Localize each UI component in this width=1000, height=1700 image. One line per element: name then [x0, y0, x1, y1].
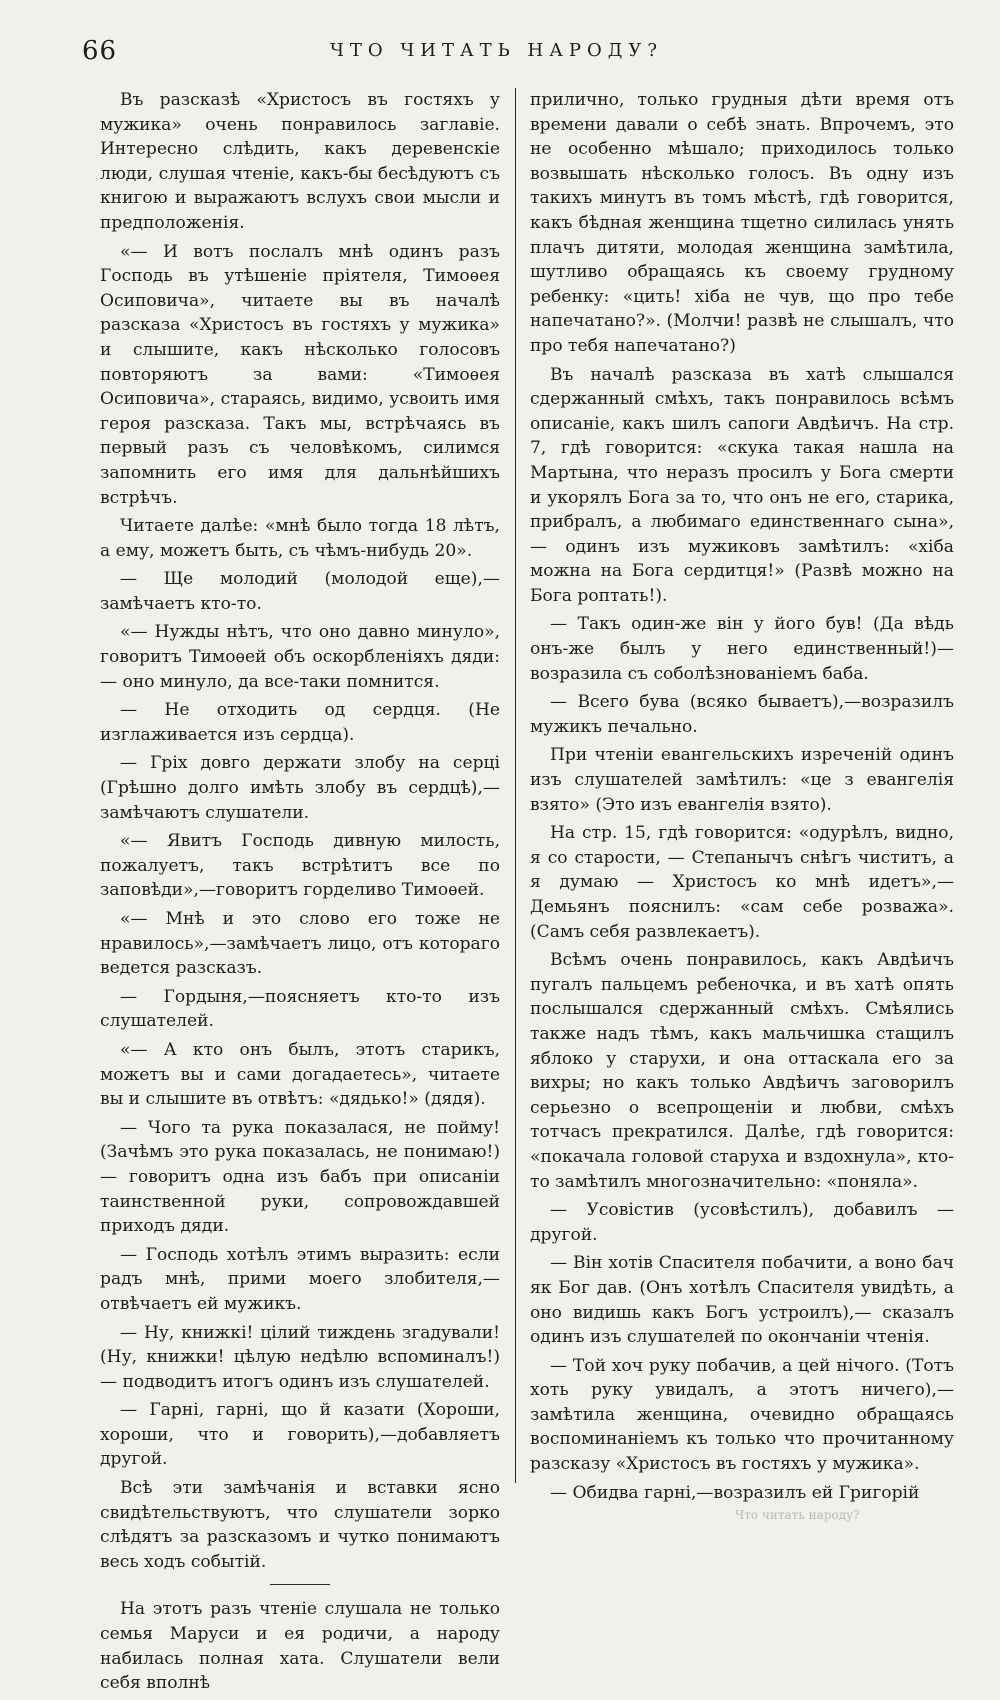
paragraph: Всѣмъ очень понравилось, какъ Авдѣичъ пугалъ пальцемъ ребеночка, и въ хатѣ опять послышался сдержанный смѣхъ. Смѣялись также надъ тѣмъ, какъ мальчишка стащилъ яблоко у старухи, и она оттаскала его за вихры; но какъ только Авдѣичъ заговорилъ серьезно о всепрощеніи и любви, смѣхъ тотчасъ прекратился. Далѣе, гдѣ говорится: «покачала головой старуха и вздохнула», кто-то замѣтилъ многозначительно: «поняла». [530, 950, 954, 1192]
paragraph: — Обидва гарнi,—возразилъ ей Григорій [550, 1482, 920, 1503]
paragraph: — Такъ один-же вiн у його був! (Да вѣдь онъ-же былъ у него единственный!)—возразила съ соболѣзнованіемъ баба. [530, 614, 954, 684]
column-divider [515, 88, 516, 1483]
paragraph: — Ще молодий (молодой еще),—замѣчаетъ кто-то. [100, 569, 500, 614]
paragraph: — Вiн хотiв Спасителя побачити, а воно бач як Бог дав. (Онъ хотѣлъ Спасителя увидѣть, а оно видишь какъ Богъ устроилъ),— сказалъ одинъ изъ слушателей по окончаніи чтенія. [530, 1253, 954, 1348]
paragraph: На этотъ разъ чтеніе слушала не только семья Маруси и ея родичи, а народу набилась полная хата. Слушатели вели себя вполнѣ [100, 1599, 500, 1694]
page-number: 66 [82, 36, 118, 66]
paragraph: Всѣ эти замѣчанія и вставки ясно свидѣтельствуютъ, что слушатели зорко слѣдятъ за разсказомъ и чутко понимаютъ весь ходъ событій. [100, 1478, 500, 1572]
paragraph: На стр. 15, гдѣ говорится: «одурѣлъ, видно, я со старости, — Степанычъ снѣгъ чиститъ, а я думаю — Христосъ ко мнѣ идетъ»,— Демьянъ пояснилъ: «сам себе розважа». (Самъ себя развлекаетъ). [530, 823, 954, 942]
paragraph: При чтеніи евангельскихъ изреченій одинъ изъ слушателей замѣтилъ: «це з евангелiя взято» (Это изъ евангелія взято). [530, 745, 954, 815]
signature-mark: Что читать народу? [735, 1508, 860, 1522]
paragraph: «— Нужды нѣтъ, что оно давно минуло», говоритъ Тимоѳей объ оскорбленіяхъ дяди: — оно минуло, да все-таки помнится. [100, 622, 500, 692]
paragraph: — Господь хотѣлъ этимъ выразить: если радъ мнѣ, прими моего злобителя,—отвѣчаетъ ей мужикъ. [100, 1244, 500, 1314]
paragraph: «— А кто онъ былъ, этотъ старикъ, можетъ вы и сами догадаетесь», читаете вы и слышите въ отвѣтъ: «дядько!» (дядя). [100, 1039, 500, 1110]
paragraph: «— Явитъ Господь дивную милость, пожалуетъ, такъ встрѣтитъ все по заповѣди»,—говоритъ горделиво Тимоѳей. [100, 831, 500, 901]
paragraph: — Всего бува (всяко бываетъ),—возразилъ мужикъ печально. [530, 692, 954, 737]
paragraph: «— Мнѣ и это слово его тоже не нравилось»,—замѣчаетъ лицо, отъ котораго ведется разсказъ. [100, 909, 500, 979]
paragraph: Читаете далѣе: «мнѣ было тогда 18 лѣтъ, а ему, можетъ быть, съ чѣмъ-нибудь 20». [100, 516, 500, 561]
paragraph: — Той хоч руку побачив, а цей нiчого. (Тотъ хоть руку увидалъ, а этотъ ничего),— замѣтила женщина, очевидно обращаясь воспоминаніемъ къ только что прочитанному разсказу «Христосъ въ гостяхъ у мужика». [530, 1355, 954, 1475]
paragraph: — Ну, книжкi! цiлий тиждень згадували! (Ну, книжки! цѣлую недѣлю вспоминалъ!)— подводитъ итогъ одинъ изъ слушателей. [100, 1322, 500, 1392]
paragraph: — Не отходить од сердця. (Не изглаживается изъ сердца). [100, 700, 500, 745]
paragraph: — Гріх довго держати злобу на серцi (Грѣшно долго имѣть злобу въ сердцѣ),—замѣчаютъ слушатели. [100, 753, 500, 823]
paragraph: прилично, только грудныя дѣти время отъ времени давали о себѣ знать. Впрочемъ, это не особенно мѣшало; приходилось только возвышать нѣсколько голосъ. Въ одну изъ такихъ минутъ въ томъ мѣстѣ, гдѣ говорится, какъ бѣдная женщина тщетно силилась унять плачъ дитяти, молодая женщина замѣтила, шутливо обращаясь къ своему грудному ребенку: «цить! хiба не чув, що про тебе напечатано?». (Молчи! развѣ не слышалъ, что про тебя напечатано?) [530, 90, 954, 356]
paragraph: Въ разсказѣ «Христосъ въ гостяхъ у мужика» очень понравилось заглавіе. Интересно слѣдить, какъ деревенскіе люди, слушая чтеніе, какъ-бы бесѣдуютъ съ книгою и выражаютъ вслухъ свои мысли и предположенія. [100, 90, 500, 233]
paragraph: — Усовiстив (усовѣстилъ), добавилъ — другой. [530, 1200, 954, 1245]
paragraph: — Гарнi, гарнi, що й казати (Хороши, хороши, что и говорить),—добавляетъ другой. [100, 1400, 500, 1470]
paragraph: — Чого та рука показалася, не пойму! (Зачѣмъ это рука показалась, не понимаю!)— говоритъ одна изъ бабъ при описаніи таинственной руки, сопровождавшей приходъ дяди. [100, 1117, 500, 1237]
paragraph: — Гордыня,—поясняетъ кто-то изъ слушателей. [100, 986, 500, 1032]
section-divider [270, 1584, 330, 1585]
left-column [100, 88, 500, 1700]
paragraph: «— И вотъ послалъ мнѣ одинъ разъ Господь въ утѣшеніе пріятеля, Тимоѳея Осиповича», читаете вы въ началѣ разсказа «Христосъ въ гостяхъ у мужика» и слышите, какъ нѣсколько голосовъ повторяютъ за вами: «Тимоѳея Осиповича», стараясь, видимо, усвоить имя героя разсказа. Такъ мы, встрѣчаясь въ первый разъ съ человѣкомъ, силимся запомнить его имя для дальнѣйшихъ встрѣчъ. [100, 241, 500, 508]
right-column [530, 88, 954, 1509]
paragraph: Въ началѣ разсказа въ хатѣ слышался сдержанный смѣхъ, такъ понравилось всѣмъ описаніе, какъ шилъ сапоги Авдѣичъ. На стр. 7, гдѣ говорится: «скука такая нашла на Мартына, что неразъ просилъ у Бога смерти и укорялъ Бога за то, что онъ не его, старика, прибралъ, а любимаго единственнаго сына»,— одинъ изъ мужиковъ замѣтилъ: «хiба можна на Бога сердитця!» (Развѣ можно на Бога роптать!). [530, 364, 954, 606]
running-title: ЧТО ЧИТАТЬ НАРОДУ? [330, 40, 663, 61]
